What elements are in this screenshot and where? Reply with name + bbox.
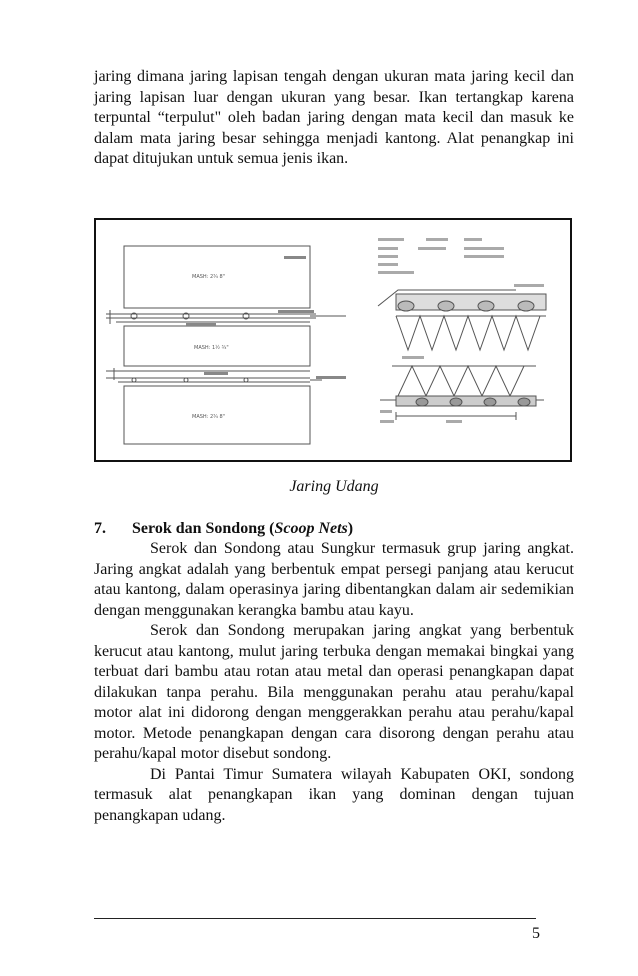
net-cross-section-bottom bbox=[380, 366, 544, 420]
section-title: Serok dan Sondong ( bbox=[132, 520, 275, 537]
body-paragraph-2: Serok dan Sondong merupakan jaring angkat yang berbentuk kerucut atau kantong, mulut jaring terbuka dengan memakai bingkai yang terbuat dari bambu atau rotan atau metal dan operasi penangkapan dapat dilakukan tanpa perahu. Bila menggunakan perahu atau perahu/kapal motor alat ini didorong dengan menggerakkan perahu atau perahu/kapal motor. Metode penangkapan dengan cara disorong dengan perahu atau perahu/kapal motor disebut sondong. bbox=[94, 622, 574, 762]
section-title-italic: Scoop Nets bbox=[274, 520, 348, 537]
page-number: 5 bbox=[532, 925, 540, 942]
net-panel-labels bbox=[192, 274, 229, 420]
net-diagram-figure bbox=[94, 218, 572, 462]
net-diagram bbox=[96, 220, 570, 460]
intro-paragraph: jaring dimana jaring lapisan tengah dengan ukuran mata jaring kecil dan jaring lapisan luar dengan ukuran yang besar. Ikan tertangkap karena terpuntal “terpulut" oleh badan jaring dengan mata kecil dan masuk ke dalam mata jaring besar sehingga menjadi kantong. Alat penangkap ini dapat ditujukan untuk semua jenis ikan. bbox=[94, 68, 574, 167]
net-legend-table bbox=[378, 238, 504, 274]
section-number: 7. bbox=[94, 520, 106, 537]
footer-rule bbox=[94, 918, 536, 919]
body-paragraph-1: Serok dan Sondong atau Sungkur termasuk grup jaring angkat. Jaring angkat adalah yang berbentuk empat persegi panjang atau kerucut atau kantong, dalam operasinya jaring dibentangkan dalam air sedemikian dengan menggunakan kerangka bambu atau kayu. bbox=[94, 540, 574, 619]
body-paragraph-3: Di Pantai Timur Sumatera wilayah Kabupaten OKI, sondong termasuk alat penangkapan ikan yang dominan dengan tujuan penangkapan udang. bbox=[94, 765, 574, 824]
net-cross-section-top bbox=[378, 284, 546, 350]
section-title-end: ) bbox=[347, 520, 354, 537]
section-heading bbox=[94, 519, 353, 539]
panel-label-bottom: MASH: 2¾ 8" bbox=[192, 414, 226, 420]
section-body bbox=[94, 539, 574, 826]
figure-caption: Jaring Udang bbox=[289, 478, 379, 495]
panel-label-top: MASH: 2¾ 8" bbox=[192, 274, 226, 280]
panel-label-middle: MASH: 1½ ¾" bbox=[194, 345, 229, 351]
intro-paragraph-block bbox=[94, 67, 574, 170]
